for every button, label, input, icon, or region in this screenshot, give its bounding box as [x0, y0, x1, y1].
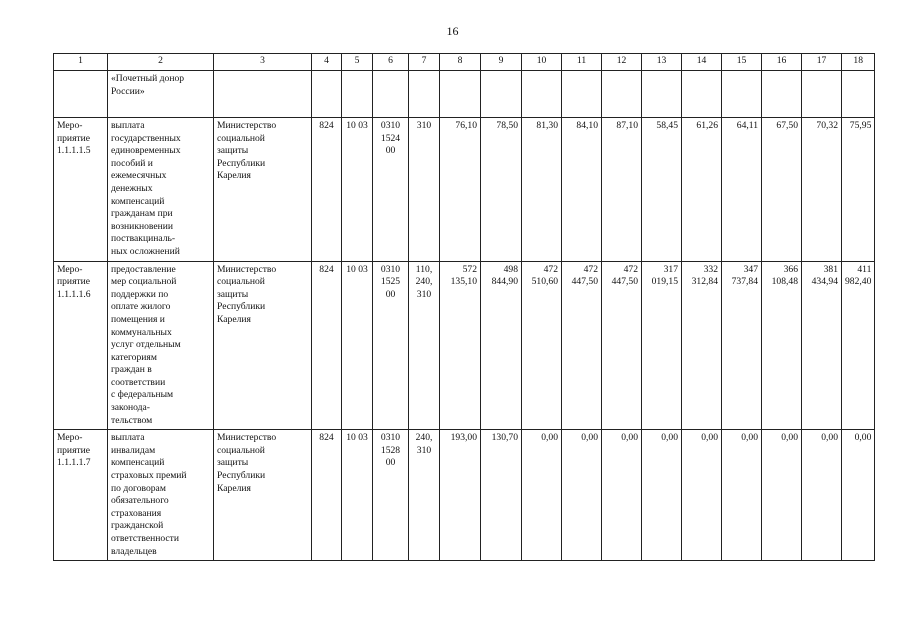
section-code-cell: 10 03	[342, 118, 373, 262]
target-article-cell: 0310 1528 00	[373, 430, 409, 561]
value-cell: 0,00	[602, 430, 642, 561]
value-cell: 572 135,10	[440, 261, 481, 430]
event-name-cell: предоставление мер социальной поддержки по оплате жилого помещения и коммунальных услуг отдельным категориям граждан в соответствии с федеральным законода- тельством	[108, 261, 214, 430]
value-cell	[642, 71, 682, 118]
table-row	[54, 430, 875, 561]
expense-type-cell	[409, 71, 440, 118]
value-cell: 78,50	[481, 118, 522, 262]
header-cell: 14	[682, 54, 722, 71]
value-cell	[842, 71, 875, 118]
budget-table	[53, 53, 875, 561]
value-cell: 84,10	[562, 118, 602, 262]
value-cell: 70,32	[802, 118, 842, 262]
table-row	[54, 261, 875, 430]
value-cell: 75,95	[842, 118, 875, 262]
executor-cell: Министерство социальной защиты Республики Карелия	[214, 430, 312, 561]
event-number-cell: Меро- приятие 1.1.1.1.5	[54, 118, 108, 262]
executor-cell	[214, 71, 312, 118]
header-cell: 2	[108, 54, 214, 71]
value-cell: 67,50	[762, 118, 802, 262]
header-cell: 18	[842, 54, 875, 71]
value-cell: 411 982,40	[842, 261, 875, 430]
expense-type-cell: 310	[409, 118, 440, 262]
expense-type-cell: 240, 310	[409, 430, 440, 561]
header-cell: 4	[312, 54, 342, 71]
value-cell: 0,00	[802, 430, 842, 561]
value-cell: 0,00	[762, 430, 802, 561]
value-cell: 472 447,50	[602, 261, 642, 430]
section-code-cell: 10 03	[342, 430, 373, 561]
value-cell: 332 312,84	[682, 261, 722, 430]
header-cell: 13	[642, 54, 682, 71]
header-cell: 16	[762, 54, 802, 71]
value-cell: 0,00	[682, 430, 722, 561]
grbs-code-cell	[312, 71, 342, 118]
value-cell: 498 844,90	[481, 261, 522, 430]
value-cell	[562, 71, 602, 118]
header-cell: 6	[373, 54, 409, 71]
header-cell: 12	[602, 54, 642, 71]
value-cell: 366 108,48	[762, 261, 802, 430]
table-row	[54, 118, 875, 262]
value-cell: 58,45	[642, 118, 682, 262]
value-cell: 0,00	[522, 430, 562, 561]
value-cell: 64,11	[722, 118, 762, 262]
target-article-cell	[373, 71, 409, 118]
value-cell	[722, 71, 762, 118]
header-cell: 15	[722, 54, 762, 71]
executor-cell: Министерство социальной защиты Республики Карелия	[214, 118, 312, 262]
event-name-cell: «Почетный донор России»	[108, 71, 214, 118]
table-row	[54, 71, 875, 118]
grbs-code-cell: 824	[312, 261, 342, 430]
value-cell: 81,30	[522, 118, 562, 262]
header-cell: 3	[214, 54, 312, 71]
value-cell: 472 510,60	[522, 261, 562, 430]
value-cell	[522, 71, 562, 118]
header-cell: 7	[409, 54, 440, 71]
event-number-cell: Меро- приятие 1.1.1.1.7	[54, 430, 108, 561]
header-cell: 9	[481, 54, 522, 71]
event-name-cell: выплата государственных единовременных пособий и ежемесячных денежных компенсаций гражданам при возникновении поствакциналь- ных осложнений	[108, 118, 214, 262]
header-cell: 5	[342, 54, 373, 71]
value-cell	[602, 71, 642, 118]
header-cell: 17	[802, 54, 842, 71]
value-cell: 0,00	[642, 430, 682, 561]
value-cell	[762, 71, 802, 118]
target-article-cell: 0310 1525 00	[373, 261, 409, 430]
value-cell: 347 737,84	[722, 261, 762, 430]
value-cell: 87,10	[602, 118, 642, 262]
grbs-code-cell: 824	[312, 118, 342, 262]
value-cell: 193,00	[440, 430, 481, 561]
header-row	[54, 54, 875, 71]
header-cell: 1	[54, 54, 108, 71]
value-cell: 381 434,94	[802, 261, 842, 430]
value-cell: 0,00	[722, 430, 762, 561]
executor-cell: Министерство социальной защиты Республики Карелия	[214, 261, 312, 430]
value-cell	[802, 71, 842, 118]
value-cell: 0,00	[842, 430, 875, 561]
value-cell	[440, 71, 481, 118]
expense-type-cell: 110, 240, 310	[409, 261, 440, 430]
value-cell: 472 447,50	[562, 261, 602, 430]
value-cell: 130,70	[481, 430, 522, 561]
header-cell: 10	[522, 54, 562, 71]
value-cell	[481, 71, 522, 118]
event-name-cell: выплата инвалидам компенсаций страховых премий по договорам обязательного страхования гражданской ответственности владельцев	[108, 430, 214, 561]
value-cell: 0,00	[562, 430, 602, 561]
header-cell: 8	[440, 54, 481, 71]
value-cell: 317 019,15	[642, 261, 682, 430]
target-article-cell: 0310 1524 00	[373, 118, 409, 262]
event-number-cell: Меро- приятие 1.1.1.1.6	[54, 261, 108, 430]
value-cell: 61,26	[682, 118, 722, 262]
header-cell: 11	[562, 54, 602, 71]
value-cell	[682, 71, 722, 118]
event-number-cell	[54, 71, 108, 118]
section-code-cell	[342, 71, 373, 118]
section-code-cell: 10 03	[342, 261, 373, 430]
grbs-code-cell: 824	[312, 430, 342, 561]
value-cell: 76,10	[440, 118, 481, 262]
page-number: 16	[446, 24, 459, 38]
